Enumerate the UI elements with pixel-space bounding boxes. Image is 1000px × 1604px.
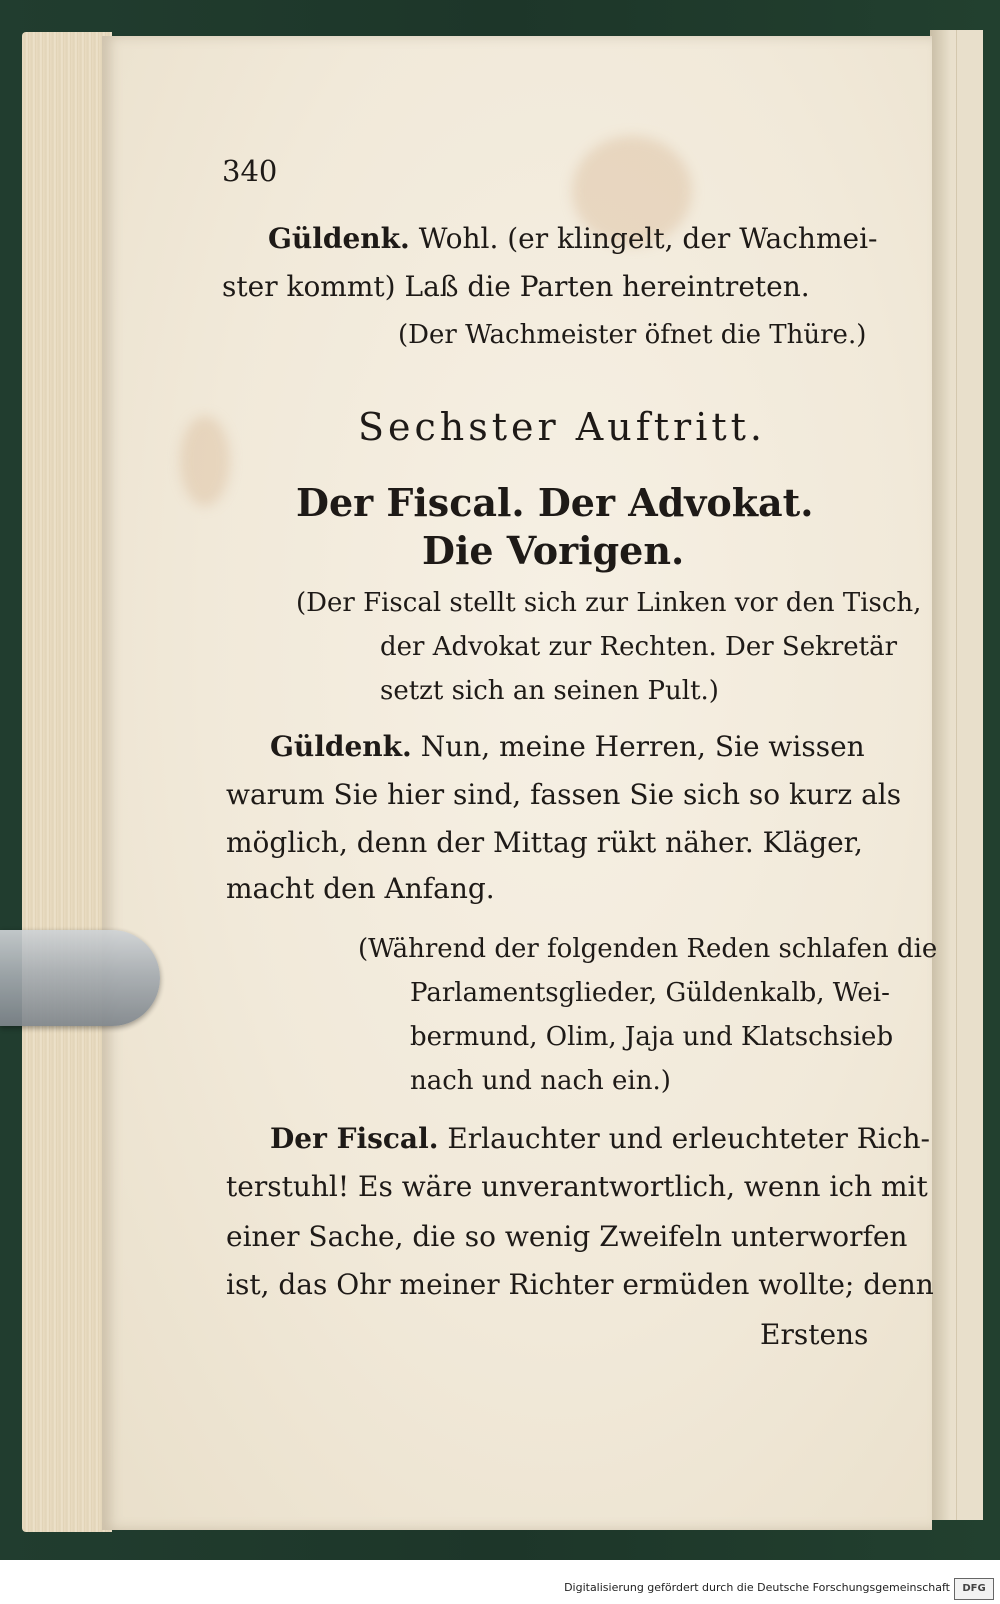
page-marker-tab [0,930,160,1026]
cast-list: Die Vorigen. [422,528,685,573]
page-number: 340 [222,154,278,188]
stage-direction: (Der Wachmeister öfnet die Thüre.) [398,320,867,350]
paper-stain [180,416,230,506]
catchword: Erstens [760,1318,869,1351]
footer-credit: Digitalisierung gefördert durch die Deutsche Forschungsgemeinschaft [564,1581,950,1594]
stage-direction: der Advokat zur Rechten. Der Sekretär [380,632,898,662]
text-line: macht den Anfang. [226,872,495,905]
line-text: Wohl. (er klingelt, der Wachmei- [418,222,878,255]
dfg-logo: DFG [954,1578,994,1600]
speaker-name: Güldenk. [270,730,412,763]
line-text: Erlauchter und erleuchteter Rich- [447,1122,930,1155]
text-line: terstuhl! Es wäre unverantwortlich, wenn ich mit [226,1170,928,1203]
facing-page-edge [956,30,983,1520]
text-line: einer Sache, die so wenig Zweifeln unterworfen [226,1220,908,1253]
page-stack-edge [22,32,112,1532]
cast-list: Der Fiscal. Der Advokat. [296,480,814,525]
text-line: ist, das Ohr meiner Richter ermüden wollte; denn [226,1268,934,1301]
stage-direction: Parlamentsglieder, Güldenkalb, Wei- [410,978,890,1008]
stage-direction: setzt sich an seinen Pult.) [380,676,719,706]
speaker-name: Güldenk. [268,222,410,255]
stage-direction: bermund, Olim, Jaja und Klatschsieb [410,1022,894,1052]
text-line: möglich, denn der Mittag rükt näher. Kläger, [226,826,863,859]
text-line [268,222,878,255]
text-line: warum Sie hier sind, fassen Sie sich so kurz als [226,778,902,811]
stage-direction: nach und nach ein.) [410,1066,671,1096]
text-line [270,730,865,763]
speaker-name: Der Fiscal. [270,1122,439,1155]
line-text: Nun, meine Herren, Sie wissen [420,730,865,763]
scene-heading: Sechster Auftritt. [358,405,766,449]
stage-direction: (Der Fiscal stellt sich zur Linken vor den Tisch, [296,588,922,618]
text-line: ster kommt) Laß die Parten hereintreten. [222,270,810,303]
stage-direction: (Während der folgenden Reden schlafen die [358,934,938,964]
text-line [270,1122,930,1155]
